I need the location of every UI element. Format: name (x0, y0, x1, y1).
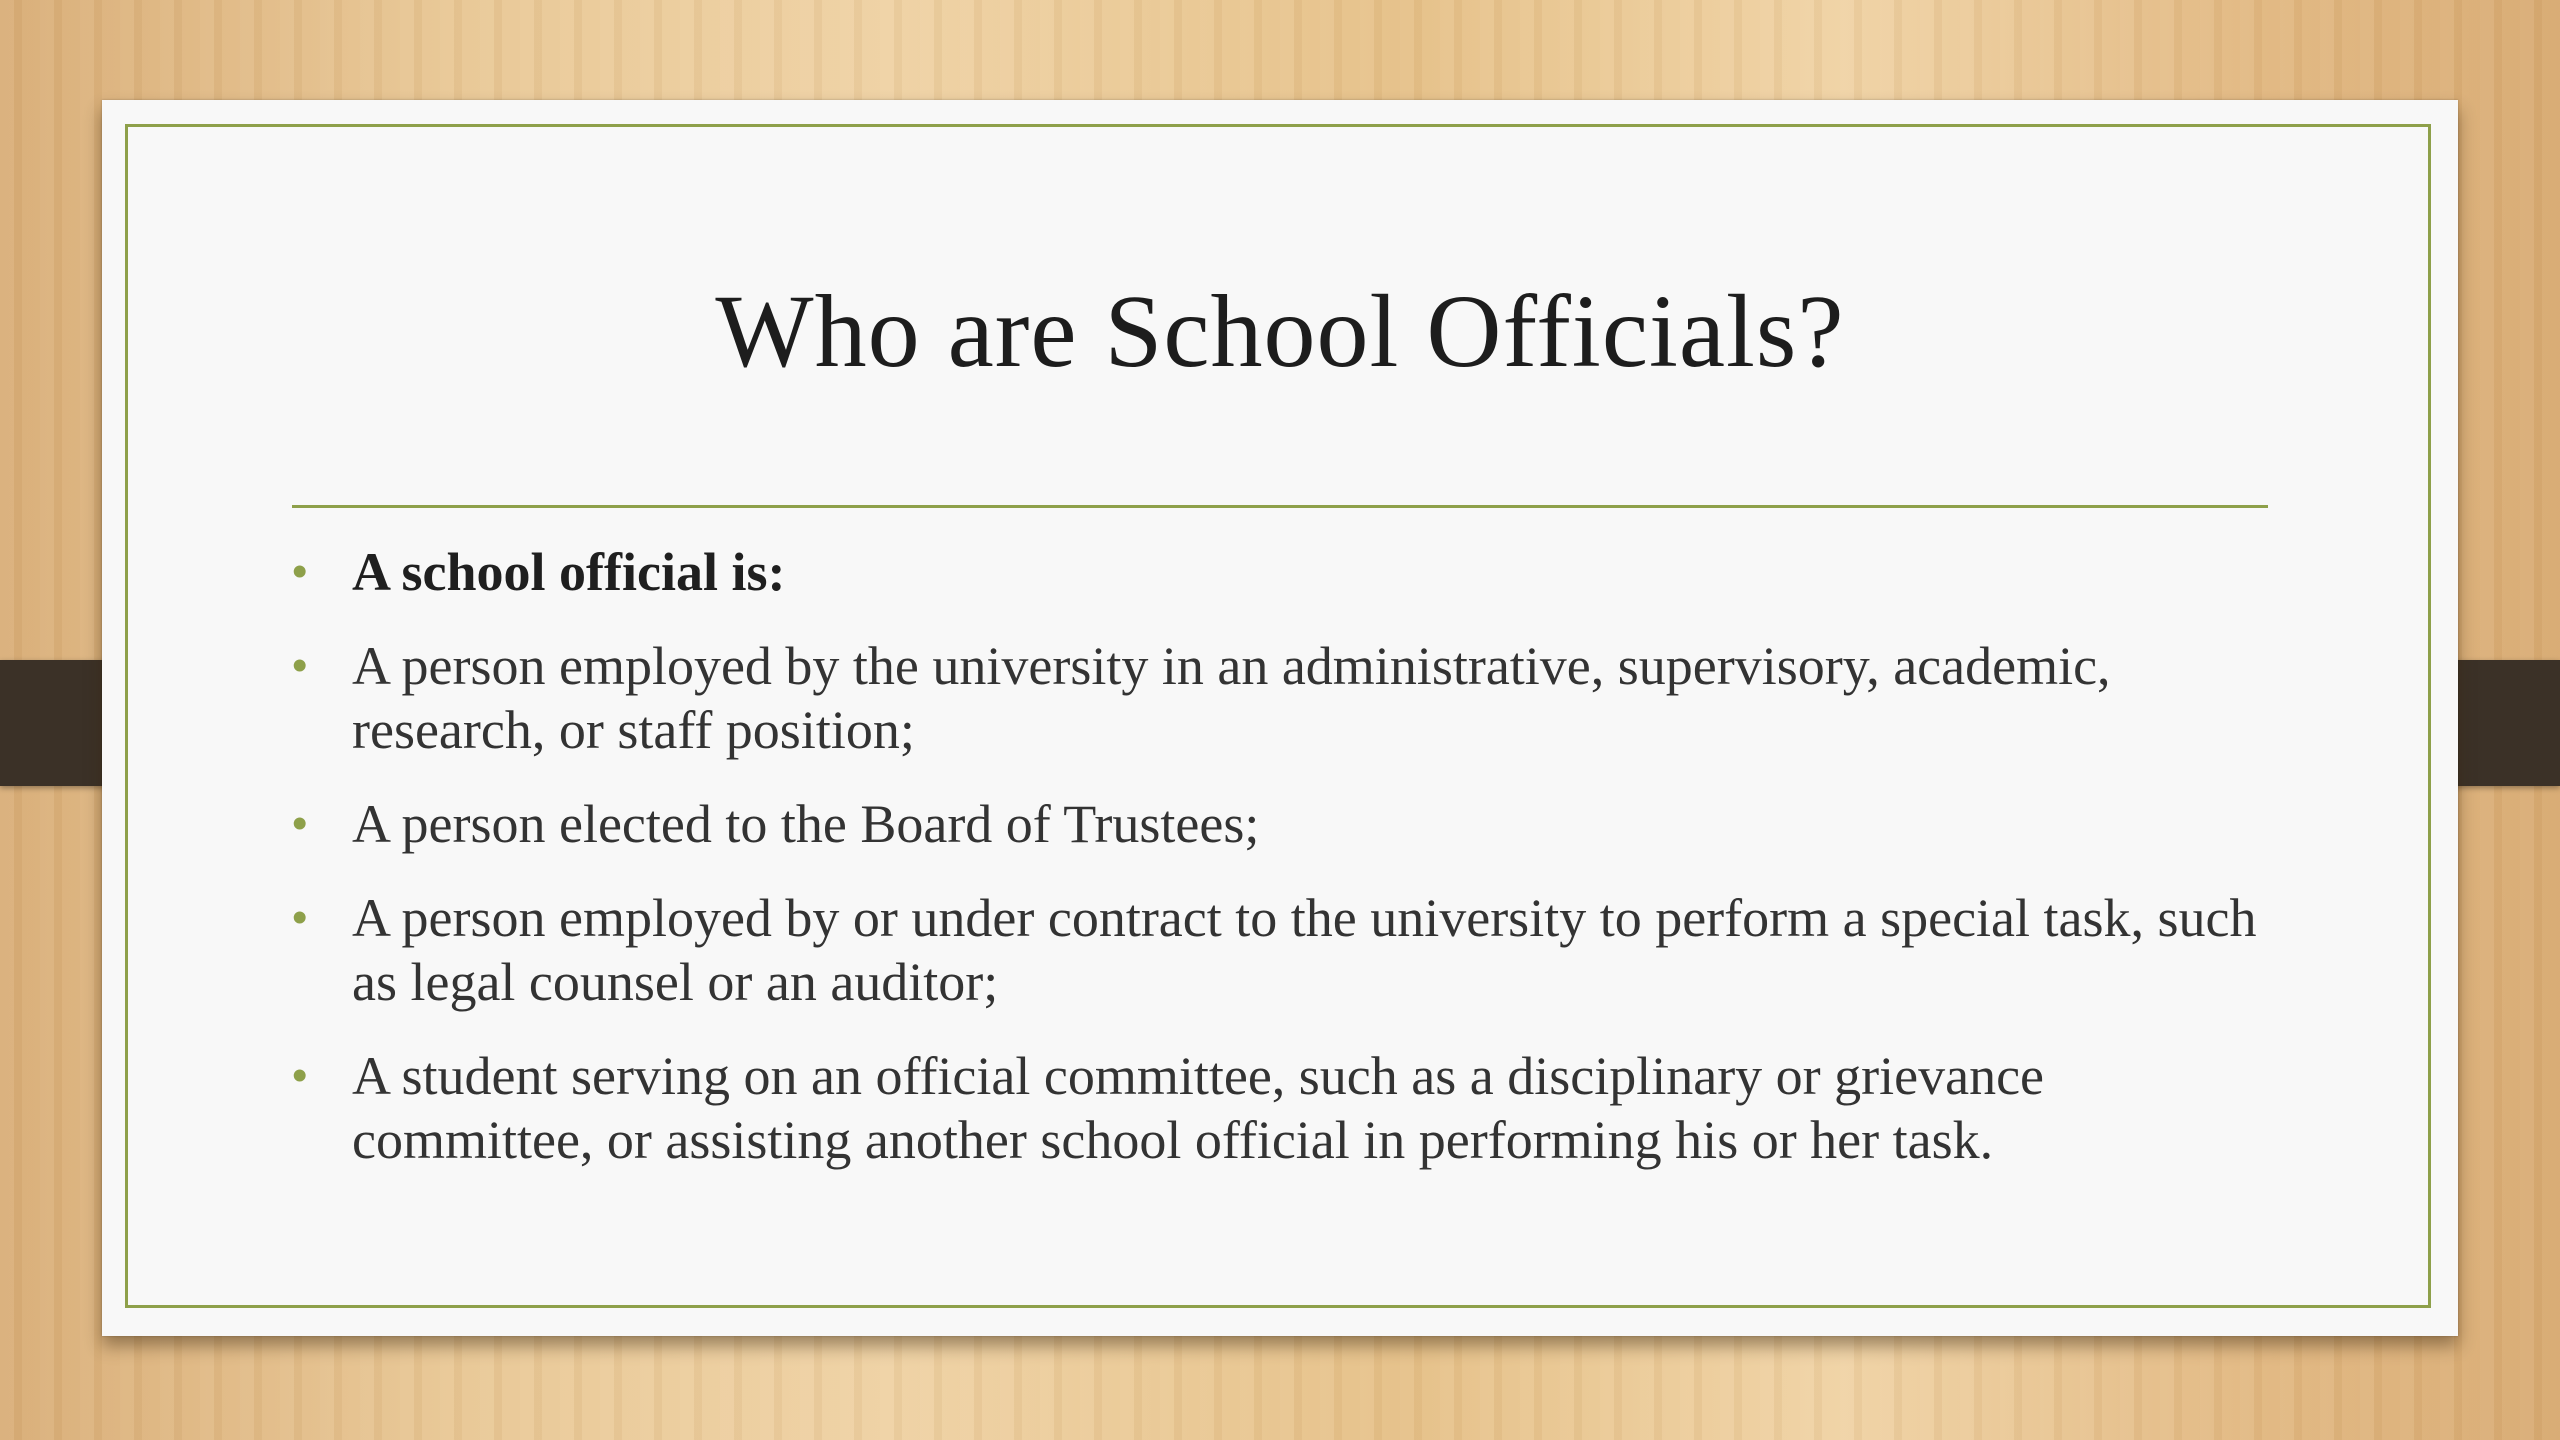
bullet-text: A person elected to the Board of Trustees; (352, 794, 1260, 854)
bullet-dot-icon: • (292, 1051, 308, 1100)
bullet-text: A person employed by or under contract to the university to perform a special task, such as legal counsel or an auditor; (352, 888, 2257, 1012)
bullet-item (292, 634, 2292, 762)
bullet-text: A student serving on an official committee, such as a disciplinary or grievance committee, or assisting another school official in performing his or her task. (352, 1046, 2045, 1170)
bullet-dot-icon: • (292, 547, 308, 596)
bullet-item (292, 886, 2292, 1014)
bullet-dot-icon: • (292, 893, 308, 942)
slide-card (102, 100, 2458, 1336)
bullet-item (292, 540, 2292, 604)
bullet-text: A school official is: (352, 542, 786, 602)
bullet-item (292, 1044, 2292, 1172)
title-divider (292, 505, 2268, 508)
bullet-list (292, 540, 2292, 1202)
slide-title: Who are School Officials? (715, 274, 1845, 389)
bullet-item (292, 792, 2292, 856)
bullet-text: A person employed by the university in an administrative, supervisory, academic, research, or staff position; (352, 636, 2111, 760)
bullet-dot-icon: • (292, 641, 308, 690)
bullet-dot-icon: • (292, 799, 308, 848)
